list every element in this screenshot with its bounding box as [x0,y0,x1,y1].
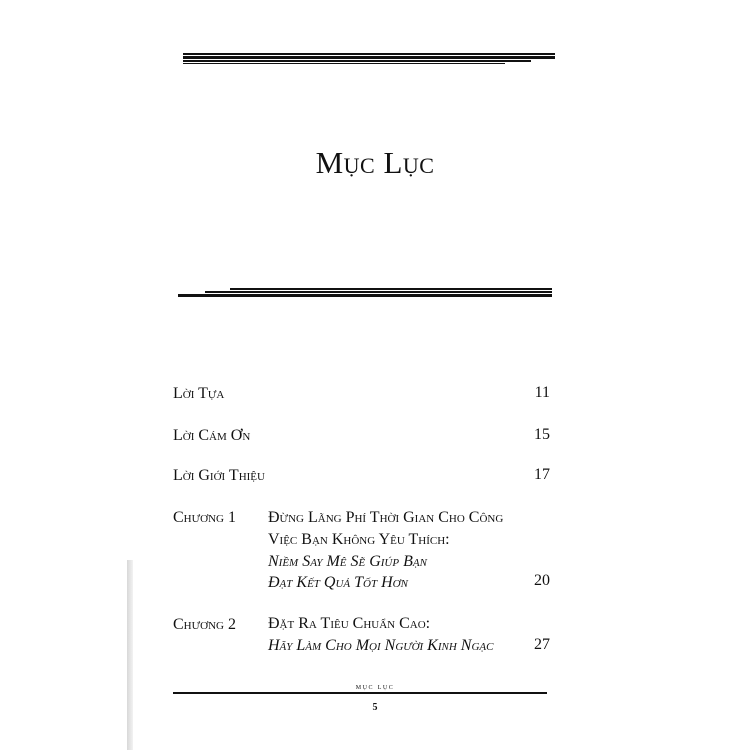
top-rule-3 [183,60,531,62]
footer-rule [173,692,547,694]
chapter-2-number: Chương 2 [173,616,236,633]
title-rule-1 [230,288,552,290]
toc-entry-preface: Lời Tựa [173,385,225,402]
chapter-1-subtitle-line-1: Niềm Say Mê Sẽ Giúp Bạn [268,553,427,570]
page-number: 5 [372,702,378,713]
toc-page-introduction: 17 [534,466,550,483]
toc-page-acknowledgements: 15 [534,426,550,443]
chapter-1-page: 20 [534,572,550,589]
title-rule-3 [178,294,552,297]
chapter-1-subtitle-line-2: Đạt Kết Quả Tốt Hơn [268,574,408,591]
chapter-2-subtitle-line-1: Hãy Làm Cho Mọi Người Kinh Ngạc [268,637,494,654]
chapter-2-page: 27 [534,636,550,653]
chapter-1-title-line-2: Việc Bạn Không Yêu Thích: [268,531,450,548]
chapter-1-number: Chương 1 [173,509,236,526]
title-rule-2 [205,291,552,293]
running-head: mục lục [355,681,395,691]
toc-entry-introduction: Lời Giới Thiệu [173,467,265,484]
binding-shadow [127,560,133,750]
toc-entry-acknowledgements: Lời Cám Ơn [173,427,251,444]
top-rule-2 [183,56,555,59]
toc-page-preface: 11 [534,384,550,401]
chapter-1-title-line-1: Đừng Lãng Phí Thời Gian Cho Công [268,509,504,526]
top-rule-1 [183,53,555,55]
chapter-2-title-line-1: Đặt Ra Tiêu Chuẩn Cao: [268,615,431,632]
top-rule-4 [183,63,505,64]
page-title: Mục Lục [315,145,435,180]
